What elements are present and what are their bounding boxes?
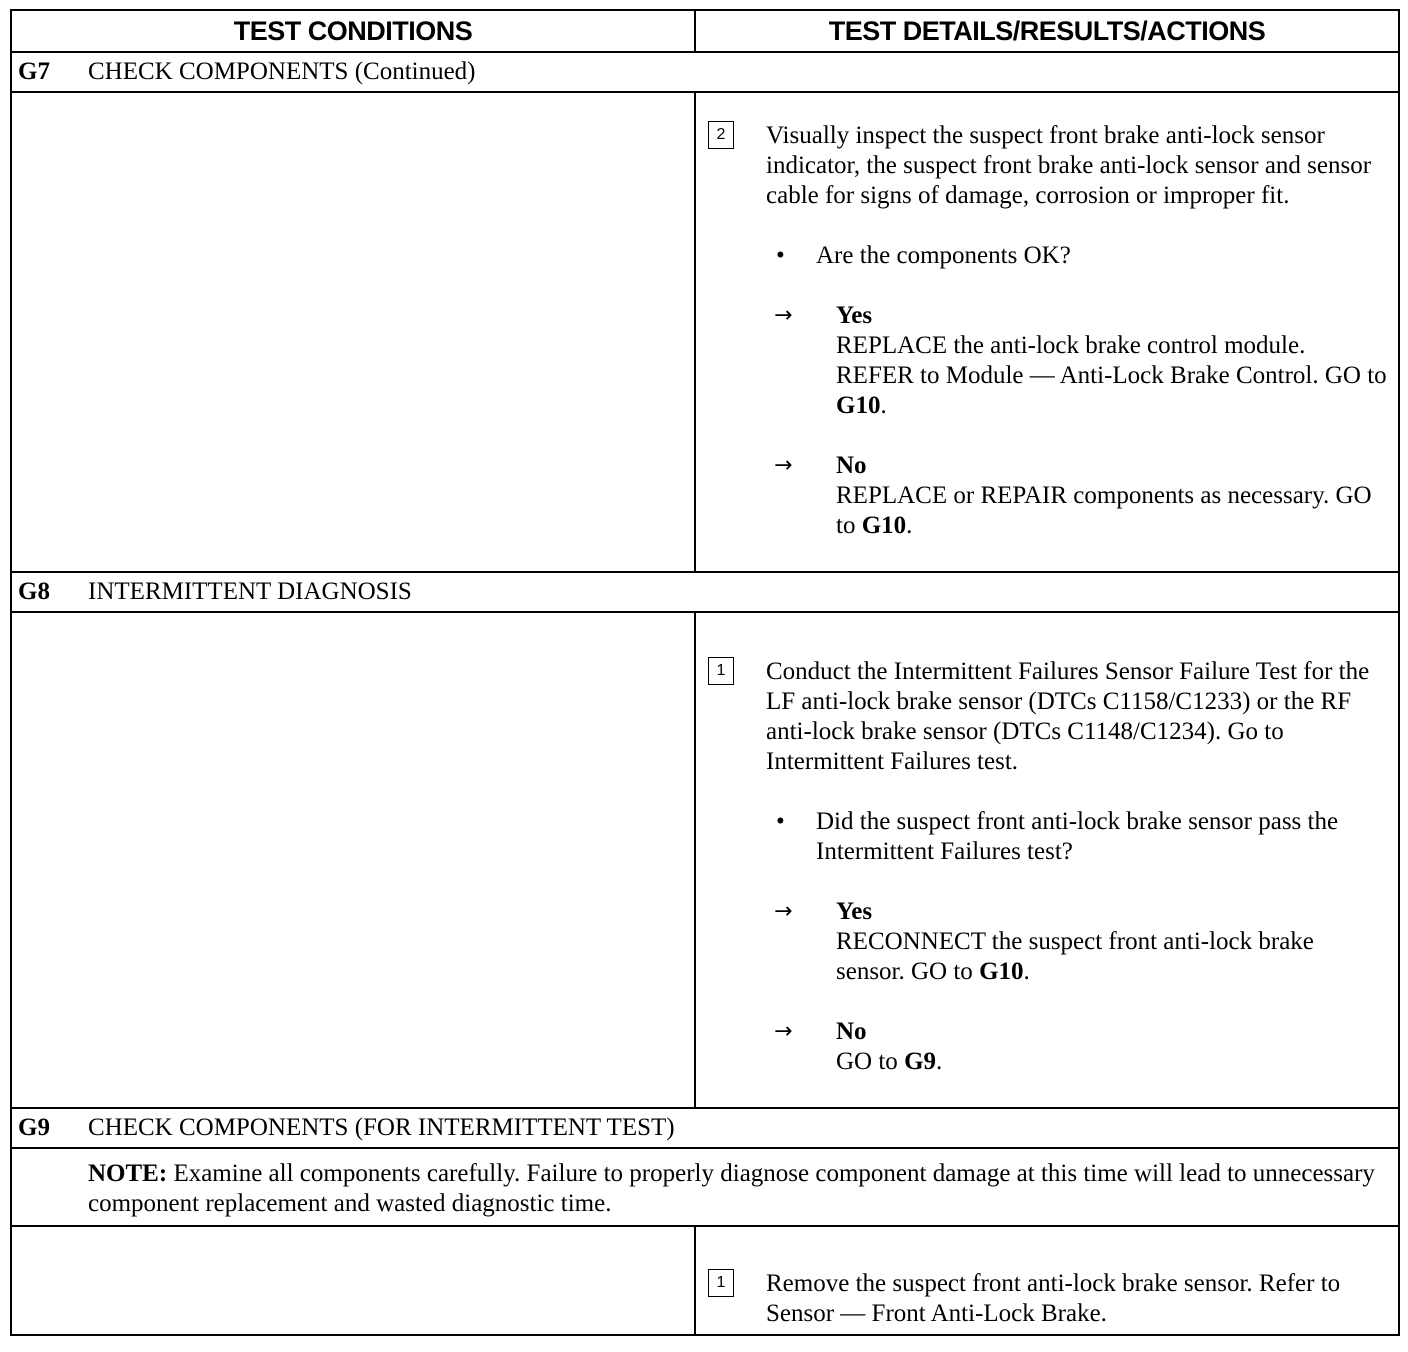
goto-step: G9 [904,1048,937,1075]
answer-label: Yes [836,302,873,329]
step-row-g8 [12,613,1398,1109]
test-conditions-cell [12,1227,696,1334]
step-text: Conduct the Intermittent Failures Sensor Failure Test for the LF anti-lock brake sensor (DTCs C1158/C1233) or the RF anti-lock brake sensor (DTCs C1148/C1234). Go to Intermittent Failures test. [766,658,1370,775]
step-title-g9 [12,1109,1398,1149]
answer-label: Yes [836,898,873,925]
step-id: G9 [18,1114,50,1141]
step-item [708,121,1388,541]
header-test-details: TEST DETAILS/RESULTS/ACTIONS [828,15,1266,46]
note-text: Examine all components carefully. Failure to properly diagnose component damage at this time will lead to unnecessary component replacement and wasted diagnostic time. [88,1160,1375,1217]
goto-step: G10 [861,512,907,539]
arrow-right-icon: → [774,303,793,328]
arrow-right-icon: → [774,1019,793,1044]
step-item [708,1269,1388,1329]
test-conditions-cell [12,613,696,1107]
answer-yes: → Yes RECONNECT the suspect front anti-lock brake sensor. GO to G10. [836,897,1388,987]
arrow-right-icon: → [774,899,793,924]
step-item [708,657,1388,1077]
goto-step: G10 [836,392,881,419]
header-test-conditions: TEST CONDITIONS [12,11,696,51]
note [12,1149,1398,1227]
answer-yes: → Yes REPLACE the anti-lock brake control module. REFER to Module — Anti-Lock Brake Control. GO to G10. [774,302,1387,419]
answer-text: GO to [836,1048,905,1075]
answer-no: → No GO to G9. [836,1017,1388,1077]
step-row-g9 [12,1227,1398,1334]
answer-label: No [836,1018,867,1045]
step-number-box: 2 [708,121,734,149]
goto-step: G10 [979,958,1024,985]
step-number-box: 1 [708,1269,734,1297]
test-details-cell [696,613,1398,1107]
step-id: G7 [18,58,50,85]
step-number-box: 1 [708,657,734,685]
question: • Are the components OK? [816,241,1388,271]
answer-text: REPLACE the anti-lock brake control module. REFER to Module — Anti-Lock Brake Control. GO to [836,332,1387,389]
step-title-text: INTERMITTENT DIAGNOSIS [88,578,412,605]
arrow-right-icon: → [774,453,793,478]
answer-label: No [836,452,867,479]
step-text: Visually inspect the suspect front brake anti-lock sensor indicator, the suspect front brake anti-lock sensor and sensor cable for signs of damage, corrosion or improper fit. [766,122,1372,209]
step-title-text: CHECK COMPONENTS (FOR INTERMITTENT TEST) [88,1114,675,1141]
question: • Did the suspect front anti-lock brake sensor pass the Intermittent Failures test? [816,807,1388,867]
diagnostic-table [10,9,1400,1336]
test-conditions-cell [12,93,696,571]
note-label: NOTE: [88,1160,168,1187]
test-details-cell [696,93,1398,571]
answer-text: RECONNECT the suspect front anti-lock brake sensor. GO to [836,928,1314,985]
step-id: G8 [18,578,50,605]
step-title-g8 [12,573,1398,613]
answer-no: → No REPLACE or REPAIR components as necessary. GO to G10. [836,451,1388,541]
step-title-g7 [12,53,1398,93]
step-row-g7 [12,93,1398,573]
table-header [12,11,1398,53]
step-text: Remove the suspect front anti-lock brake sensor. Refer to Sensor — Front Anti-Lock Brake. [766,1270,1341,1327]
step-title-text: CHECK COMPONENTS (Continued) [88,58,476,85]
test-details-cell [696,1227,1398,1334]
answer-text: REPLACE or REPAIR components as necessary. GO to [836,482,1372,539]
